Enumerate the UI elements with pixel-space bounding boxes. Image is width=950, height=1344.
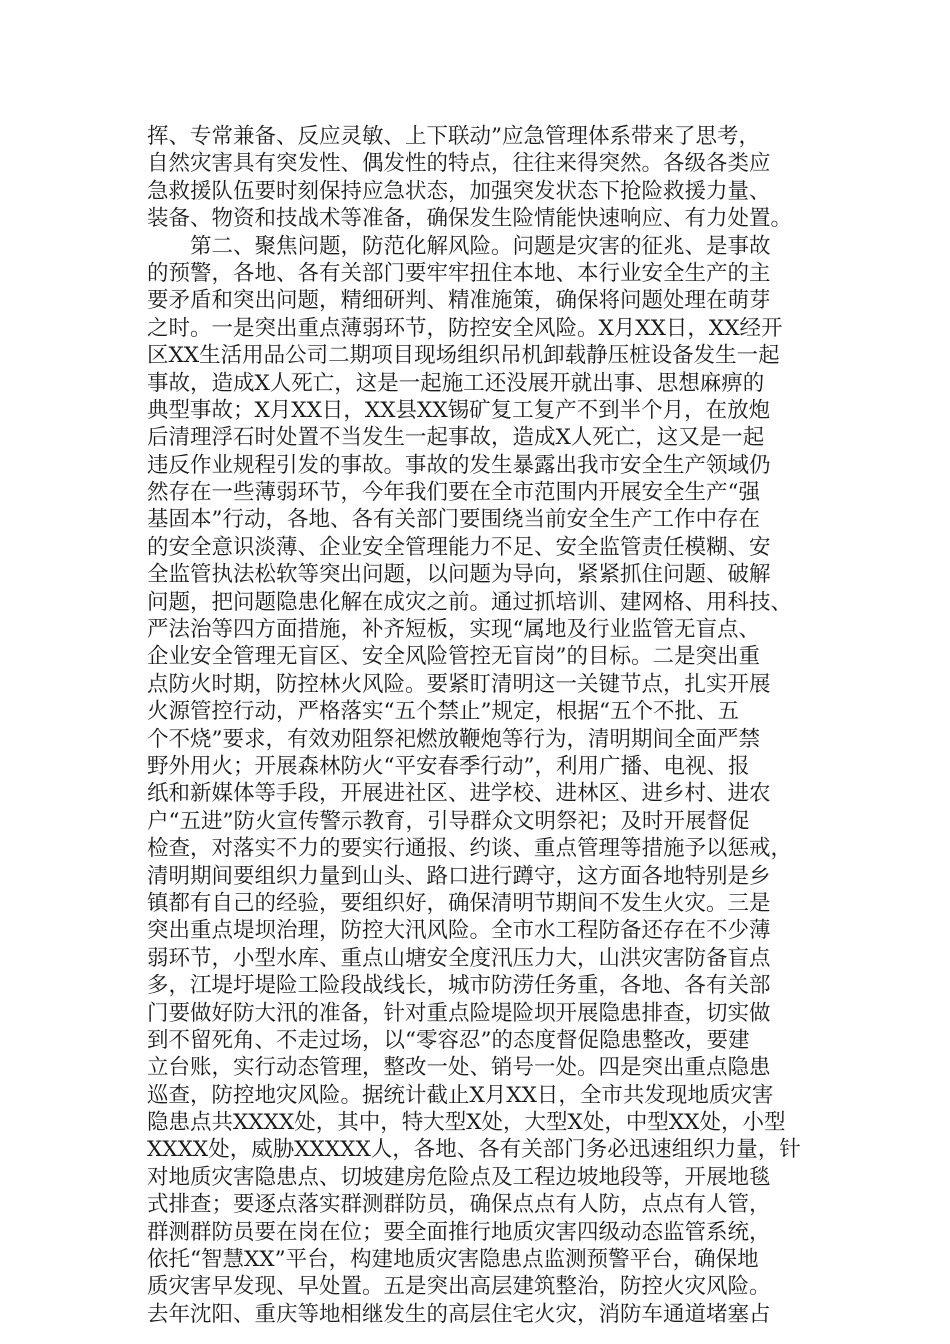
text-line: 隐患点共XXXX处，其中，特大型X处，大型X处，中型XX处，小型	[147, 1110, 786, 1136]
text-line: 典型事故；X月XX日，XX县XX锡矿复工复产不到半个月，在放炮	[147, 397, 771, 423]
text-line: 的预警，各地、各有关部门要牢牢扭住本地、本行业安全生产的主	[147, 260, 771, 286]
text-line: 个不烧”要求，有效劝阻祭祀燃放鞭炮等行为，清明期间全面严禁	[147, 726, 760, 752]
text-line: 问题，把问题隐患化解在成灾之前。通过抓培训、建网格、用科技、	[147, 589, 793, 615]
text-line: 全监管执法松软等突出问题，以问题为导向，紧紧抓住问题、破解	[147, 562, 771, 588]
text-line: 多，江堤圩堤险工险段战线长，城市防涝任务重，各地、各有关部	[147, 973, 771, 999]
text-line: 立台账，实行动态管理，整改一处、销号一处。四是突出重点隐患	[147, 1055, 771, 1081]
text-line: 自然灾害具有突发性、偶发性的特点，往往来得突然。各级各类应	[147, 151, 771, 177]
text-line: 门要做好防大汛的准备，针对重点险堤险坝开展隐患排查，切实做	[147, 1000, 771, 1026]
text-line: 违反作业规程引发的事故。事故的发生暴露出我市安全生产领域仍	[147, 452, 771, 478]
text-line: 野外用火；开展森林防火“平安春季行动”，利用广播、电视、报	[147, 753, 750, 779]
text-line: 群测群防员要在岗在位；要全面推行地质灾害四级动态监管系统，	[147, 1219, 771, 1245]
text-line: 对地质灾害隐患点、切坡建房危险点及工程边坡地段等，开展地毯	[147, 1164, 771, 1190]
text-line: 严法治等四方面措施，补齐短板，实现“属地及行业监管无盲点、	[147, 617, 760, 643]
text-line: 到不留死角、不走过场，以“零容忍”的态度督促隐患整改，要建	[147, 1027, 750, 1053]
text-line: 火源管控行动，严格落实“五个禁止”规定，根据“五个不批、五	[147, 699, 739, 725]
text-line: 点防火时期，防控林火风险。要紧盯清明这一关键节点，扎实开展	[147, 671, 771, 697]
text-line: 装备、物资和技战术等准备，确保发生险情能快速响应、有力处置。	[147, 206, 793, 232]
text-line: 清明期间要组织力量到山头、路口进行蹲守，这方面各地特别是乡	[147, 863, 771, 889]
text-line: 质灾害早发现、早处置。五是突出高层建筑整治，防控火灾风险。	[147, 1274, 771, 1300]
text-line: 的安全意识淡薄、企业安全管理能力不足、安全监管责任模糊、安	[147, 534, 771, 560]
text-line: 纸和新媒体等手段，开展进社区、进学校、进林区、进乡村、进农	[147, 781, 771, 807]
text-line: 弱环节，小型水库、重点山塘安全度汛压力大，山洪灾害防备盲点	[147, 945, 771, 971]
text-line: 户“五进”防火宣传警示教育，引导群众文明祭祀；及时开展督促	[147, 808, 750, 834]
text-line: 后清理浮石时处置不当发生一起事故，造成X人死亡，这又是一起	[147, 425, 765, 451]
text-line: 挥、专常兼备、反应灵敏、上下联动”应急管理体系带来了思考，	[147, 124, 760, 149]
text-line: 之时。一是突出重点薄弱环节，防控安全风险。X月XX日，XX经开	[147, 315, 783, 341]
text-line: 区XX生活用品公司二期项目现场组织吊机卸载静压桩设备发生一起	[147, 343, 780, 369]
text-line: 式排查；要逐点落实群测群防员，确保点点有人防，点点有人管，	[147, 1192, 771, 1218]
text-line: 基固本”行动，各地、各有关部门要围绕当前安全生产工作中存在	[147, 507, 760, 533]
text-line: 急救援队伍要时刻保持应急状态，加强突发状态下抢险救援力量、	[147, 178, 771, 204]
text-line: 要矛盾和突出问题，精细研判、精准施策，确保将问题处理在萌芽	[147, 288, 771, 314]
text-line: 去年沈阳、重庆等地相继发生的高层住宅火灾，消防车通道堵塞占	[147, 1301, 771, 1327]
text-line: 巡查，防控地灾风险。据统计截止X月XX日，全市共发现地质灾害	[147, 1082, 774, 1108]
text-line: 事故，造成X人死亡，这是一起施工还没展开就出事、思想麻痹的	[147, 370, 765, 396]
text-line: XXXX处，威胁XXXXX人，各地、各有关部门务必迅速组织力量，针	[147, 1137, 801, 1163]
text-line: 企业安全管理无盲区、安全风险管控无盲岗”的目标。二是突出重	[147, 644, 760, 670]
text-line: 依托“智慧XX”平台，构建地质灾害隐患点监测预警平台，确保地	[147, 1247, 759, 1273]
text-line: 检查，对落实不力的要实行通报、约谈、重点管理等措施予以惩戒，	[147, 836, 793, 862]
body-text	[147, 123, 827, 1328]
text-line: 然存在一些薄弱环节，今年我们要在全市范围内开展安全生产“强	[147, 480, 760, 506]
text-line: 突出重点堤坝治理，防控大汛风险。全市水工程防备还存在不少薄	[147, 918, 771, 944]
text-line: 镇都有自己的经验，要组织好，确保清明节期间不发生火灾。三是	[147, 890, 771, 916]
text-line: 第二、聚焦问题，防范化解风险。问题是灾害的征兆、是事故	[147, 233, 771, 259]
